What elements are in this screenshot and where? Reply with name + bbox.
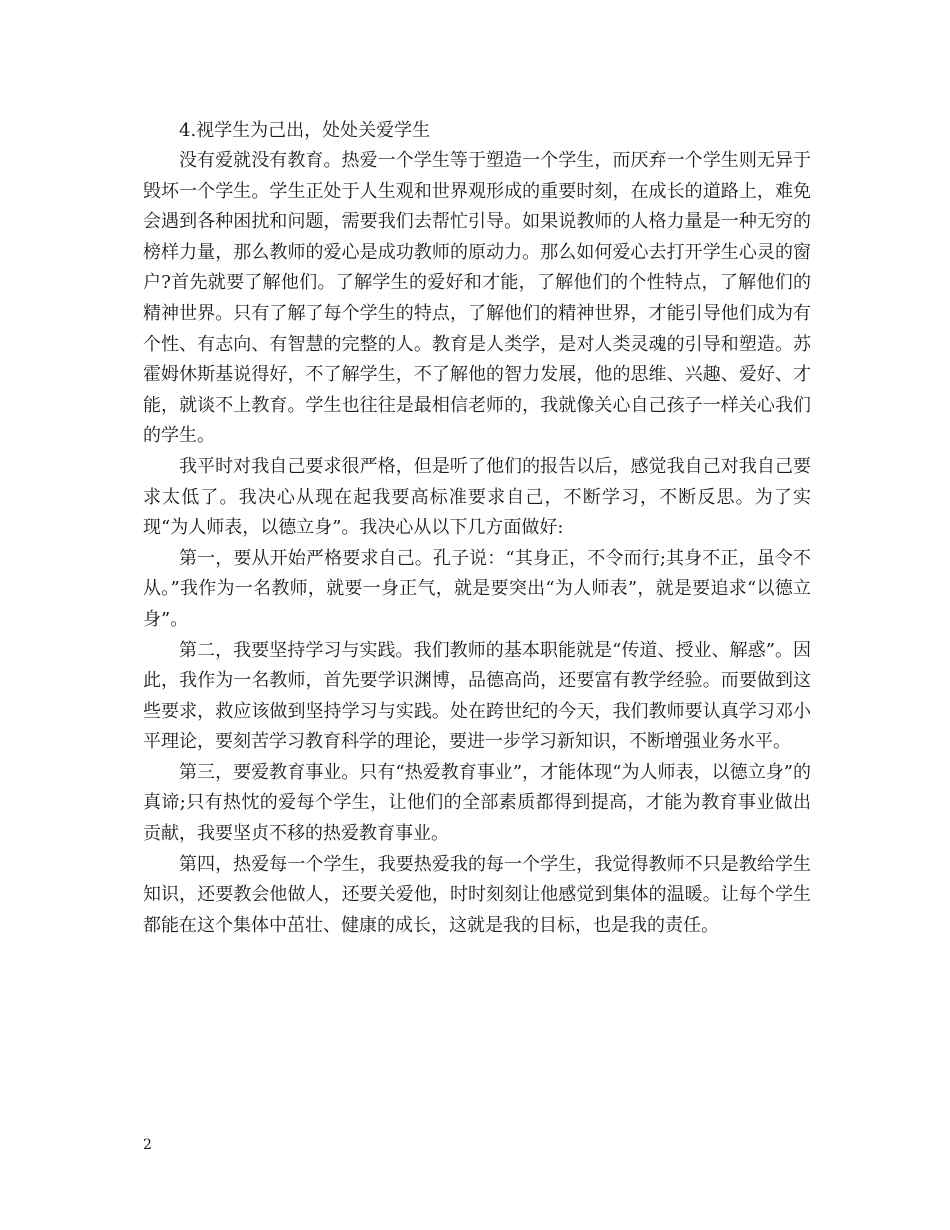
- page-number: 2: [143, 1137, 152, 1153]
- paragraph-third-point: 第三，要爱教育事业。只有“热爱教育事业”，才能体现“为人师表，以德立身”的真谛;只有热忱的爱每个学生，让他们的全部素质都得到提高，才能为教育事业做出贡献，我要坚贞不移的热爱教育事业。: [143, 761, 811, 845]
- document-page: [143, 116, 811, 941]
- paragraph-first-point: 第一，要从开始严格要求自己。孔子说：“其身正，不令而行;其身不正，虽令不从。”我作为一名教师，就要一身正气，就是要突出“为人师表”，就是要追求“以德立身”。: [143, 547, 811, 630]
- paragraph-fourth-point: 第四，热爱每一个学生，我要热爱我的每一个学生，我觉得教师不只是教给学生知识，还要教会他做人，还要关爱他，时时刻刻让他感觉到集体的温暖。让每个学生都能在这个集体中茁壮、健康的成长，这就是我的目标，也是我的责任。: [143, 853, 811, 936]
- paragraph-second-point: 第二，我要坚持学习与实践。我们教师的基本职能就是“传道、授业、解惑”。因此，我作为一名教师，首先要学识渊博，品德高尚，还要富有教学经验。而要做到这些要求，救应该做到坚持学习与实践。处在跨世纪的今天，我们教师要认真学习邓小平理论，要刻苦学习教育科学的理论，要进一步学习新知识，不断增强业务水平。: [143, 639, 811, 753]
- paragraph-love-education: 没有爱就没有教育。热爱一个学生等于塑造一个学生，而厌弃一个学生则无异于毁坏一个学生。学生正处于人生观和世界观形成的重要时刻，在成长的道路上，难免会遇到各种困扰和问题，需要我们去帮忙引导。如果说教师的人格力量是一种无穷的榜样力量，那么教师的爱心是成功教师的原动力。那么如何爱心去打开学生心灵的窗户?首先就要了解他们。了解学生的爱好和才能，了解他们的个性特点，了解他们的精神世界。只有了解了每个学生的特点，了解他们的精神世界，才能引导他们成为有个性、有志向、有智慧的完整的人。教育是人类学，是对人类灵魂的引导和塑造。苏霍姆休斯基说得好，不了解学生，不了解他的智力发展，他的思维、兴趣、爱好、才能，就谈不上教育。学生也往往是最相信老师的，我就像关心自己孩子一样关心我们的学生。: [143, 150, 811, 447]
- paragraph-self-requirement: 我平时对我自己要求很严格，但是听了他们的报告以后，感觉我自己对我自己要求太低了。我决心从现在起我要高标准要求自己，不断学习，不断反思。为了实现“为人师表，以德立身”。我决心从以下几方面做好:: [143, 455, 811, 539]
- section-heading: 4.视学生为己出，处处关爱学生: [179, 120, 431, 141]
